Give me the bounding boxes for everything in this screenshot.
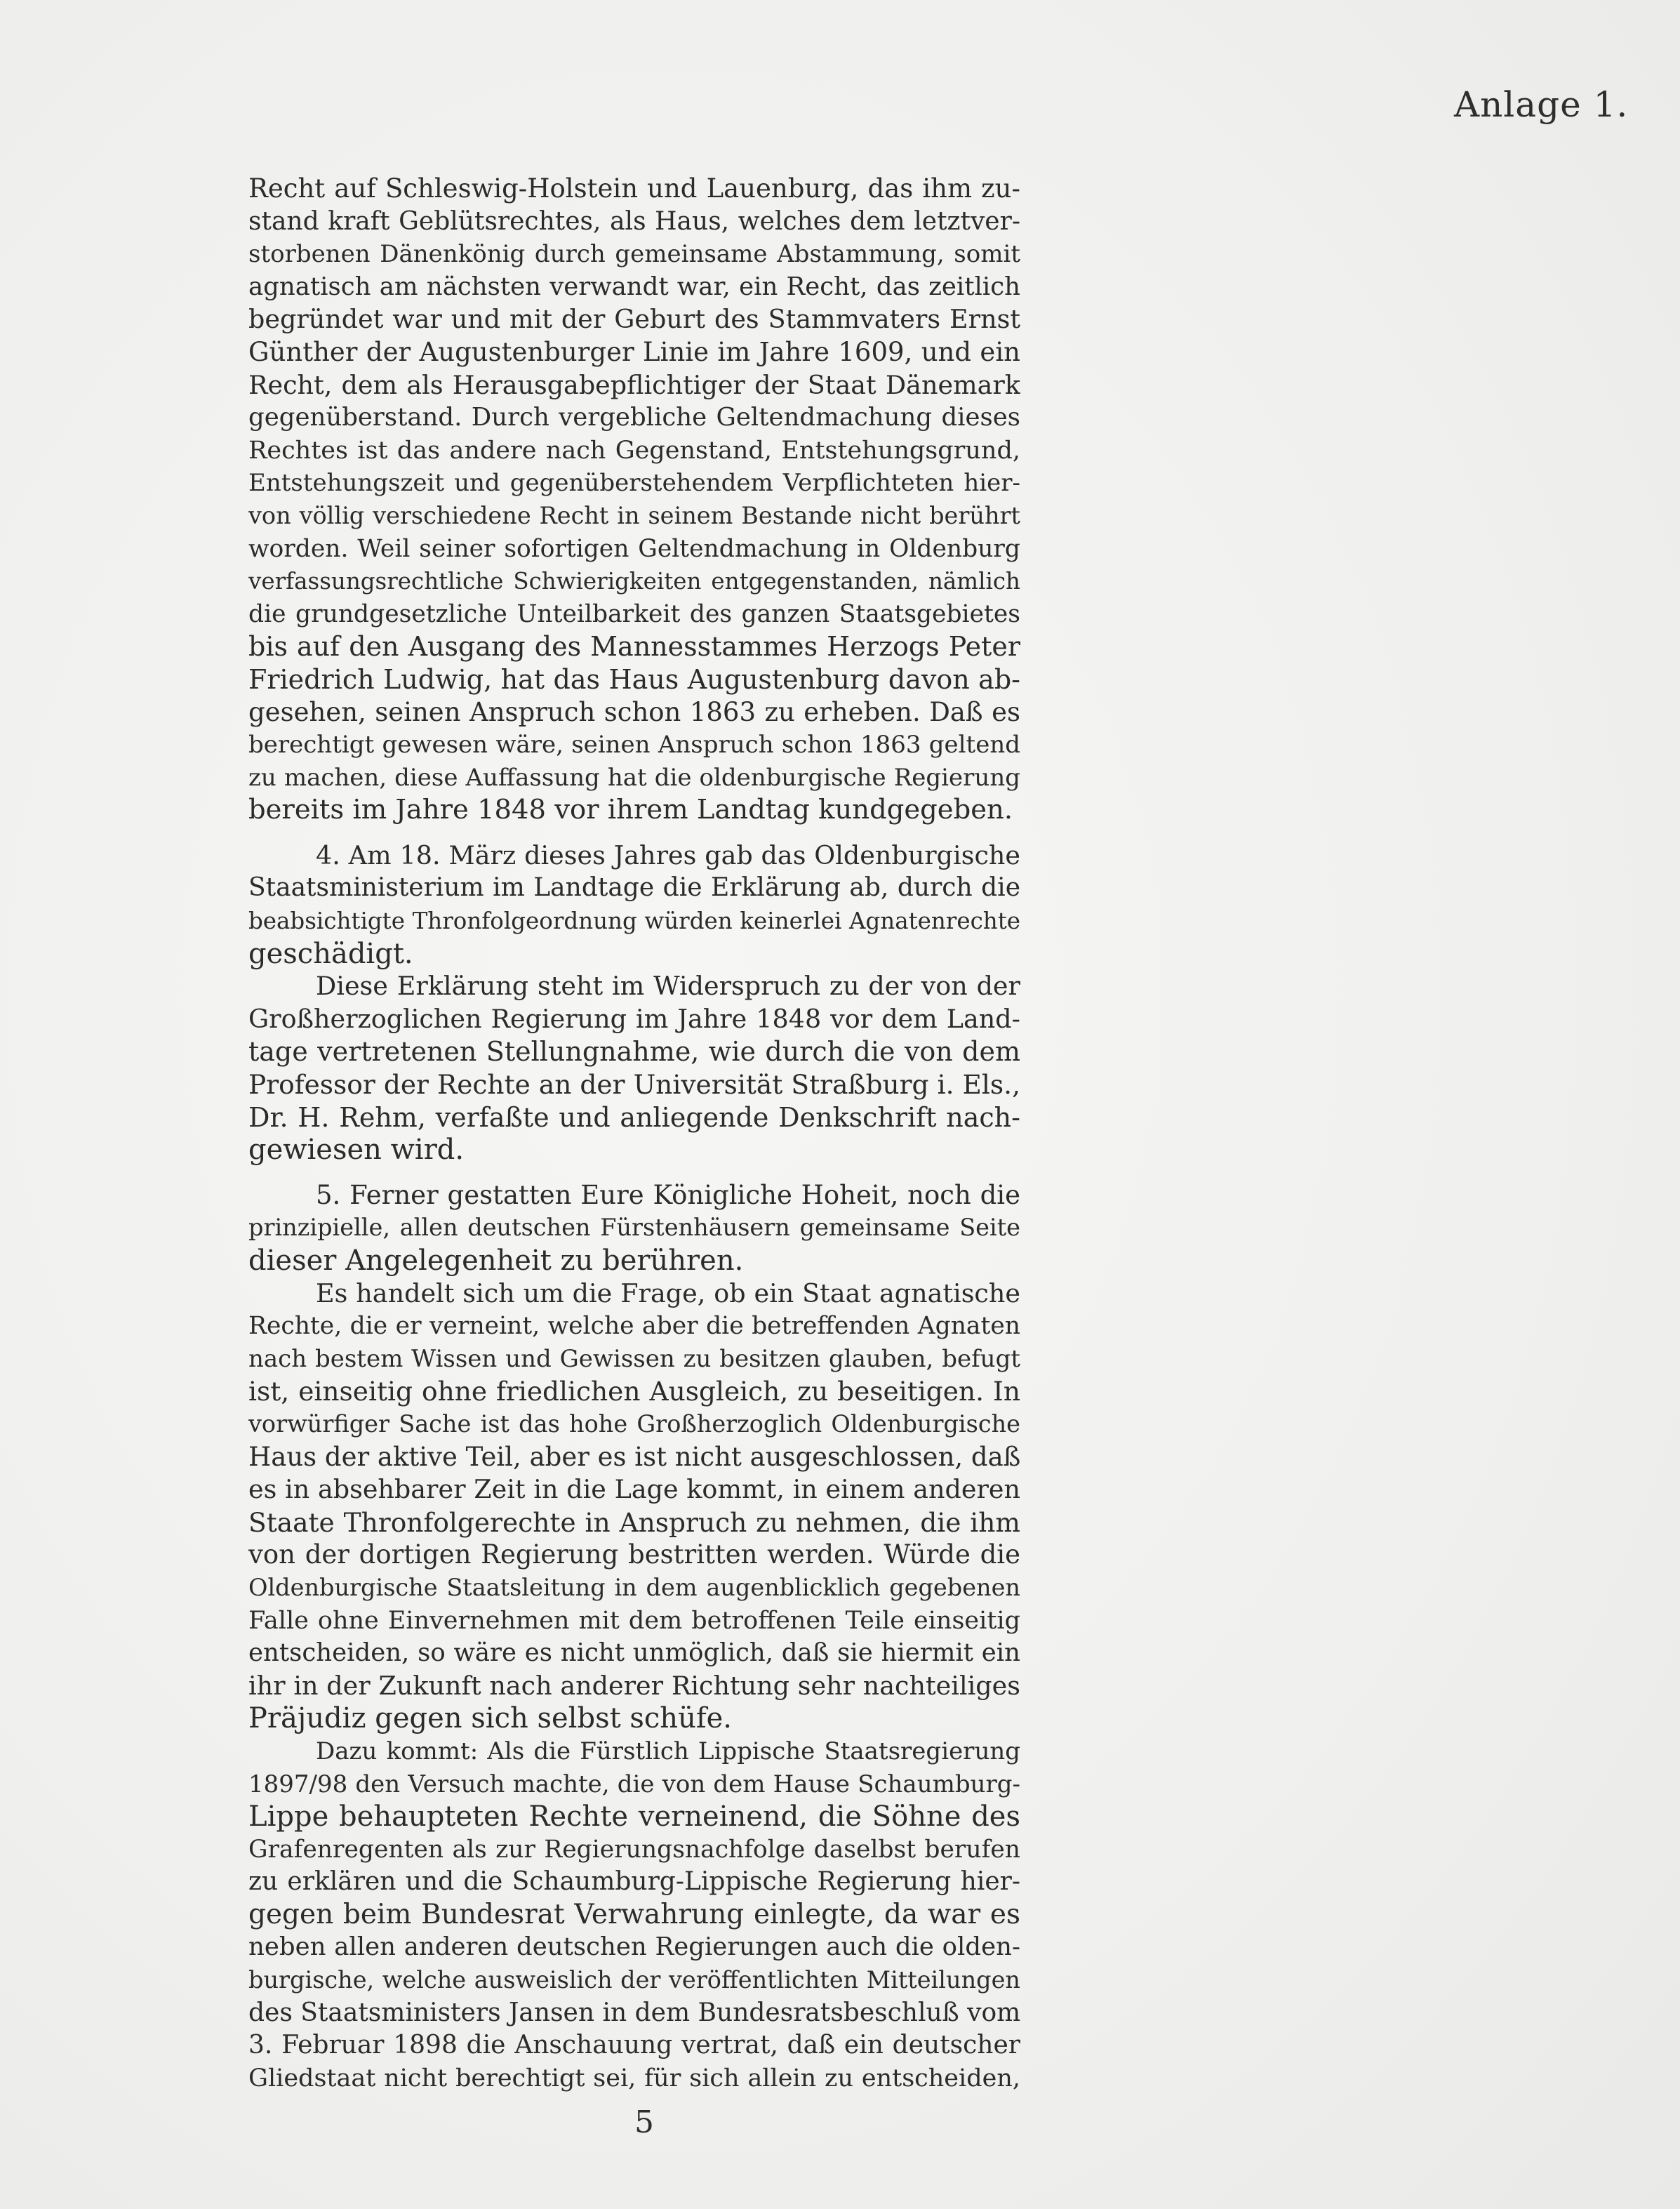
text-line: agnatisch am nächsten verwandt war, ein Recht, das zeitlich	[248, 272, 1020, 301]
paragraph	[248, 1179, 1020, 1278]
text-line: Diese Erklärung steht im Widerspruch zu der von der	[316, 971, 1020, 1002]
text-line: Staatsministerium im Landtage die Erklärung ab, durch die	[248, 873, 1020, 903]
text-line: Falle ohne Einvernehmen mit dem betroffenen Teile einseitig	[248, 1606, 1020, 1635]
text-line: dieser Angelegenheit zu berühren.	[248, 1245, 744, 1277]
text-line: entscheiden, so wäre es nicht unmöglich, daß sie hiermit ein	[248, 1638, 1020, 1668]
text-line: Recht, dem als Herausgabepflichtiger der Staat Dänemark	[248, 369, 1020, 400]
text-line: Großherzoglichen Regierung im Jahre 1848 vor dem Land-	[248, 1003, 1020, 1034]
text-line: Oldenburgische Staatsleitung in dem augenblicklich gegebenen	[248, 1573, 1020, 1601]
text-line: es in absehbarer Zeit in die Lage kommt, in einem anderen	[248, 1474, 1020, 1505]
text-line: storbenen Dänenkönig durch gemeinsame Abstammung, somit	[248, 240, 1020, 269]
text-line: Dazu kommt: Als die Fürstlich Lippische Staatsregierung	[316, 1737, 1020, 1765]
text-line: 4. Am 18. März dieses Jahres gab das Oldenburgische	[316, 840, 1020, 870]
text-line: Lippe behaupteten Rechte verneinend, die Söhne des	[248, 1800, 1020, 1833]
text-line: Friedrich Ludwig, hat das Haus Augustenburg davon ab-	[248, 663, 1020, 695]
text-line: burgische, welche ausweislich der veröffentlichten Mitteilungen	[248, 1966, 1020, 1994]
annex-label: Anlage 1.	[1454, 84, 1629, 125]
text-line: Es handelt sich um die Frage, ob ein Staat agnatische	[316, 1278, 1020, 1308]
text-line: Professor der Rechte an der Universität Straßburg i. Els.,	[248, 1069, 1020, 1101]
paragraph	[248, 1735, 1020, 2095]
text-line: neben allen anderen deutschen Regierungen auch die olden-	[248, 1932, 1020, 1962]
text-line: gegenüberstand. Durch vergebliche Geltendmachung dieses	[248, 403, 1020, 432]
text-line: geschädigt.	[248, 937, 413, 970]
text-line: begründet war und mit der Geburt des Stammvaters Ernst	[248, 304, 1020, 335]
text-line: Entstehungszeit und gegenüberstehendem Verpflichteten hier-	[248, 469, 1020, 498]
paragraph	[248, 840, 1020, 970]
text-line: tage vertretenen Stellungnahme, wie durch die von dem	[248, 1036, 1020, 1068]
text-line: vorwürfiger Sache ist das hohe Großherzoglich Oldenburgische	[248, 1409, 1020, 1438]
text-line: 5. Ferner gestatten Eure Königliche Hoheit, noch die	[316, 1179, 1020, 1210]
page-number: 5	[634, 2104, 654, 2140]
text-line: ist, einseitig ohne friedlichen Ausgleich, zu beseitigen. In	[248, 1376, 1020, 1407]
text-line: Günther der Augustenburger Linie im Jahre 1609, und ein	[248, 336, 1020, 367]
text-line: die grundgesetzliche Unteilbarkeit des ganzen Staatsgebietes	[248, 599, 1020, 628]
text-line: Dr. H. Rehm, verfaßte und anliegende Denkschrift nach-	[248, 1101, 1020, 1133]
text-line: gewiesen wird.	[248, 1134, 465, 1167]
text-line: von völlig verschiedene Recht in seinem Bestande nicht berührt	[248, 501, 1020, 529]
text-line: beabsichtigte Thronfolgeordnung würden keinerlei Agnatenrechte	[248, 908, 1020, 935]
text-line: zu machen, diese Auffassung hat die oldenburgische Regierung	[248, 763, 1020, 792]
text-line: Rechtes ist das andere nach Gegenstand, Entstehungsgrund,	[248, 436, 1020, 465]
text-line: Recht auf Schleswig-Holstein und Lauenburg, das ihm zu-	[248, 173, 1020, 204]
text-line: 1897/98 den Versuch machte, die von dem Hause Schaumburg-	[248, 1770, 1020, 1798]
text-line: verfassungsrechtliche Schwierigkeiten entgegenstanden, nämlich	[248, 568, 1020, 595]
text-line: des Staatsministers Jansen in dem Bundesratsbeschluß vom	[248, 1998, 1020, 2027]
paragraph	[248, 970, 1020, 1167]
text-line: stand kraft Geblütsrechtes, als Haus, welches dem letztver-	[248, 206, 1020, 236]
text-line: gegen beim Bundesrat Verwahrung einlegte, da war es	[248, 1898, 1020, 1930]
text-line: bereits im Jahre 1848 vor ihrem Landtag kundgegeben.	[248, 794, 1013, 826]
text-line: Präjudiz gegen sich selbst schüfe.	[248, 1702, 733, 1735]
text-line: Gliedstaat nicht berechtigt sei, für sich allein zu entscheiden,	[248, 2064, 1020, 2092]
text-line: von der dortigen Regierung bestritten werden. Würde die	[248, 1539, 1020, 1570]
text-line: prinzipielle, allen deutschen Fürstenhäusern gemeinsame Seite	[248, 1214, 1020, 1242]
paragraph	[248, 1278, 1020, 1735]
text-line: Grafenregenten als zur Regierungsnachfolge daselbst berufen	[248, 1835, 1020, 1864]
text-line: ihr in der Zukunft nach anderer Richtung sehr nachteiliges	[248, 1670, 1020, 1701]
text-line: Staate Thronfolgerechte in Anspruch zu nehmen, die ihm	[248, 1506, 1020, 1538]
paragraph-gap	[248, 1167, 1020, 1179]
text-line: berechtigt gewesen wäre, seinen Anspruch schon 1863 geltend	[248, 731, 1020, 759]
text-line: nach bestem Wissen und Gewissen zu besitzen glauben, befugt	[248, 1344, 1020, 1373]
paragraph-gap	[248, 827, 1020, 840]
text-line: 3. Februar 1898 die Anschauung vertrat, daß ein deutscher	[248, 2031, 1020, 2060]
text-line: zu erklären und die Schaumburg-Lippische Regierung hier-	[248, 1867, 1020, 1897]
text-line: bis auf den Ausgang des Mannesstammes Herzogs Peter	[248, 631, 1020, 663]
text-line: gesehen, seinen Anspruch schon 1863 zu erheben. Daß es	[248, 696, 1020, 727]
paragraph	[248, 173, 1020, 827]
text-line: worden. Weil seiner sofortigen Geltendmachung in Oldenburg	[248, 534, 1020, 563]
text-line: Haus der aktive Teil, aber es ist nicht ausgeschlossen, daß	[248, 1441, 1020, 1472]
document-body	[248, 173, 1020, 2095]
text-line: Rechte, die er verneint, welche aber die betreffenden Agnaten	[248, 1312, 1020, 1341]
